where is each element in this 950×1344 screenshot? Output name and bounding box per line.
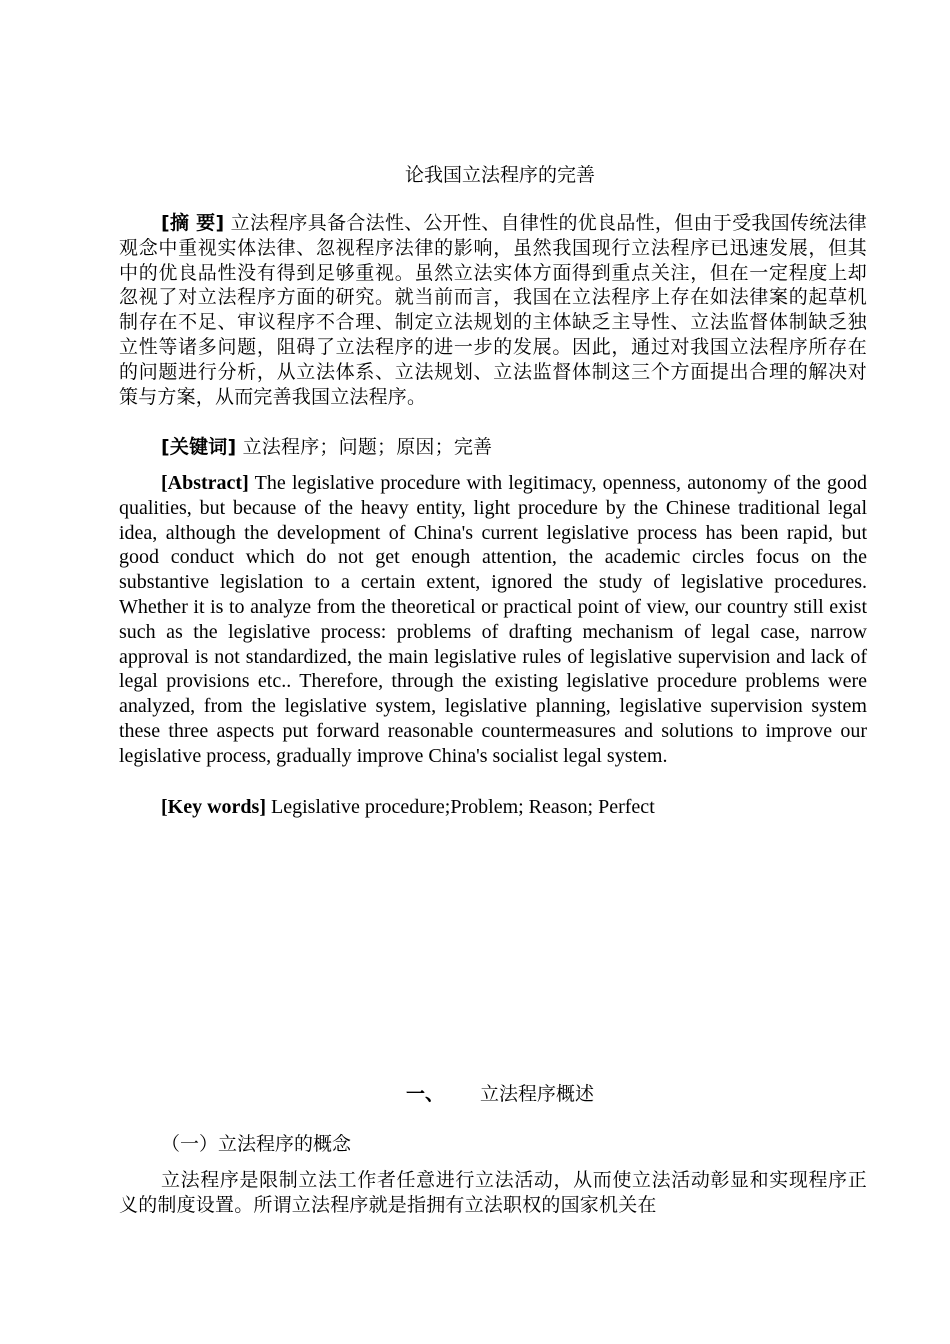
english-keywords — [119, 795, 867, 820]
english-abstract-text: The legislative procedure with legitimacy, openness, autonomy of the good qualities, but because of the heavy entity, light procedure by the Chinese traditional legal idea, although the development of China's current legislative process has been rapid, but good conduct which do not get enough attention, the academic circles focus on the substantive legislation to a certain extent, ignored the study of legislative procedures. Whether it is to analyze from the theoretical or practical point of view, our country still exist such as the legislative process: problems of drafting mechanism of legal case, narrow approval is not standardized, the main legislative rules of legislative supervision and lack of legal provisions etc.. Therefore, through the existing legislative procedure problems were analyzed, from the legislative system, legislative planning, legislative supervision system these three aspects put forward reasonable countermeasures and solutions to improve our legislative process, gradually improve China's socialist legal system. — [119, 472, 867, 767]
chinese-abstract-text: 立法程序具备合法性、公开性、自律性的优良品性，但由于受我国传统法律观念中重视实体法律、忽视程序法律的影响，虽然我国现行立法程序已迅速发展，但其中的优良品性没有得到足够重视。虽然立法实体方面得到重点关注，但在一定程度上却忽视了对立法程序方面的研究。就当前而言，我国在立法程序上存在如法律案的起草机制存在不足、审议程序不合理、制定立法规划的主体缺乏主导性、立法监督体制缺乏独立性等诸多问题，阻碍了立法程序的进一步的发展。因此，通过对我国立法程序所存在的问题进行分析，从立法体系、立法规划、立法监督体制这三个方面提出合理的解决对策与方案，从而完善我国立法程序。 — [119, 212, 867, 408]
chinese-abstract — [119, 211, 867, 409]
section-title: 立法程序概述 — [480, 1083, 595, 1105]
english-abstract-label: [Abstract] — [161, 472, 249, 494]
chinese-keywords-label: [关键词] — [161, 436, 237, 458]
subsection-heading: （一）立法程序的概念 — [161, 1133, 352, 1155]
section-number: 一、 — [405, 1083, 444, 1105]
english-abstract — [119, 471, 867, 769]
chinese-keywords — [119, 435, 867, 460]
chinese-keywords-text: 立法程序；问题；原因；完善 — [242, 436, 493, 458]
section-heading — [0, 1081, 950, 1107]
chinese-abstract-label: [摘 要] — [161, 212, 225, 234]
body-paragraph: 立法程序是限制立法工作者任意进行立法活动，从而使立法活动彰显和实现程序正义的制度设置。所谓立法程序就是指拥有立法职权的国家机关在 — [119, 1169, 867, 1216]
english-keywords-label: [Key words] — [161, 796, 266, 818]
english-keywords-text: Legislative procedure;Problem; Reason; Perfect — [270, 796, 655, 818]
document-title: 论我国立法程序的完善 — [404, 164, 595, 186]
